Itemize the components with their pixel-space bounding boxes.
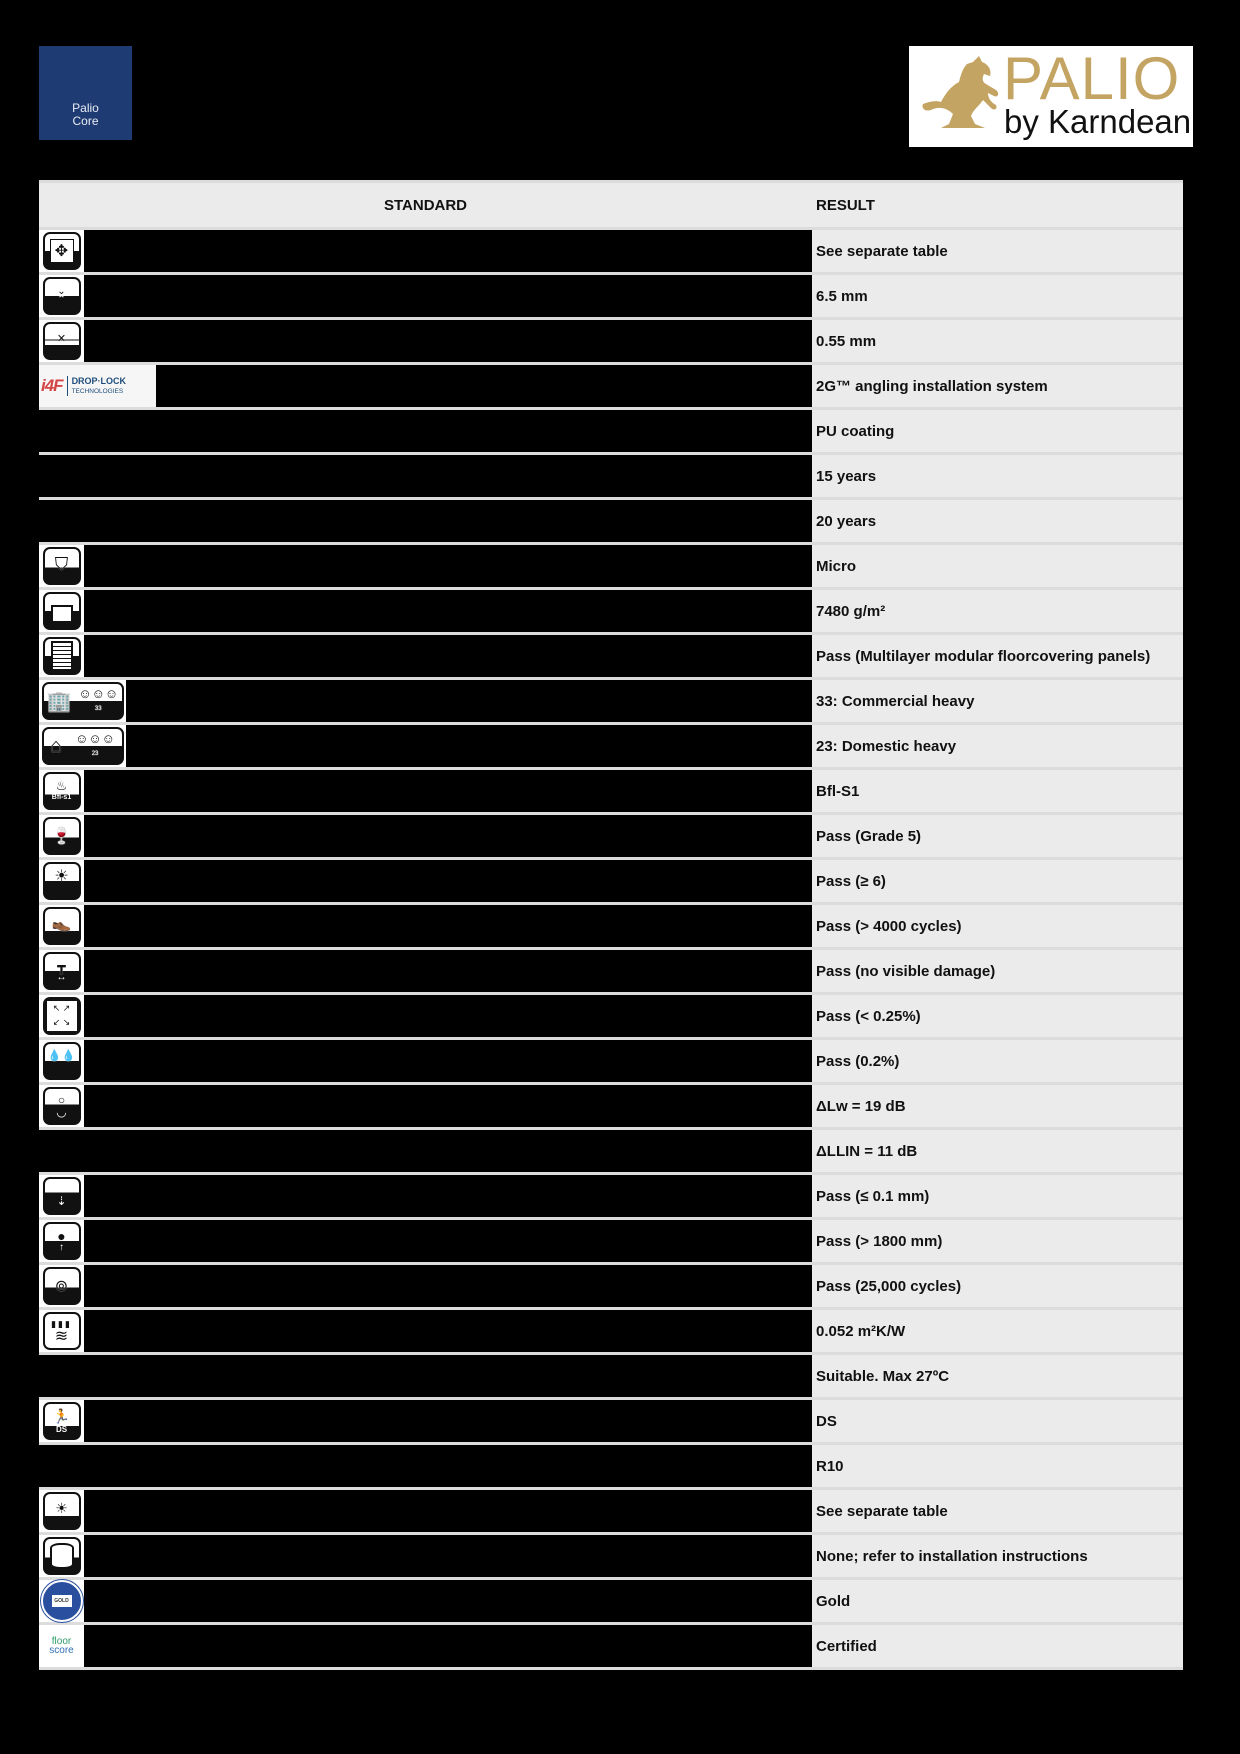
result-cell: Bfl-S1	[812, 770, 1183, 815]
result-cell: Pass (> 4000 cycles)	[812, 905, 1183, 950]
table-row	[39, 1625, 1183, 1670]
reflectance-icon: ☀	[43, 1492, 81, 1530]
table-row	[39, 1220, 1183, 1265]
palio-core-logo	[39, 46, 132, 140]
result-cell: 23: Domestic heavy	[812, 725, 1183, 770]
table-row	[39, 590, 1183, 635]
standard-cell	[39, 1580, 812, 1625]
table-row	[39, 1130, 1183, 1175]
result-cell: Pass (25,000 cycles)	[812, 1265, 1183, 1310]
column-header-result: RESULT	[812, 180, 1183, 230]
i4f-drop-lock-logo: i4F DROP·LOCK TECHNOLOGIES	[39, 365, 156, 407]
result-cell: 15 years	[812, 455, 1183, 500]
core-logo-line1: Palio	[72, 101, 99, 115]
result-cell: 20 years	[812, 500, 1183, 545]
table-row	[39, 860, 1183, 905]
adhesive-icon	[43, 1537, 81, 1575]
table-row	[39, 725, 1183, 770]
table-row	[39, 1085, 1183, 1130]
overall-thickness-icon: ⌄ ⌃	[43, 277, 81, 315]
standard-cell	[39, 320, 812, 365]
result-cell: DS	[812, 1400, 1183, 1445]
table-row	[39, 770, 1183, 815]
standard-cell	[39, 545, 812, 590]
standard-cell	[39, 1445, 812, 1490]
result-cell: PU coating	[812, 410, 1183, 455]
standard-cell	[39, 815, 812, 860]
table-header-row	[39, 180, 1183, 230]
result-cell: See separate table	[812, 230, 1183, 275]
table-row	[39, 815, 1183, 860]
result-cell: Pass (Multilayer modular floorcovering panels)	[812, 635, 1183, 680]
table-row	[39, 1310, 1183, 1355]
palio-karndean-logo	[909, 46, 1193, 147]
result-cell: 2G™ angling installation system	[812, 365, 1183, 410]
standard-cell	[39, 275, 812, 320]
result-cell: Pass (0.2%)	[812, 1040, 1183, 1085]
result-cell: Gold	[812, 1580, 1183, 1625]
result-cell: Suitable. Max 27ºC	[812, 1355, 1183, 1400]
table-row	[39, 365, 1183, 410]
brand-subtitle: by Karndean	[1004, 103, 1192, 140]
core-logo-line2: Core	[72, 114, 99, 128]
standard-cell	[39, 905, 812, 950]
result-cell: 0.052 m²K/W	[812, 1310, 1183, 1355]
brand-title: PALIO	[1003, 45, 1181, 112]
dimensional-stability-icon: ↖ ↗ ↙ ↘	[43, 997, 81, 1035]
result-cell: Certified	[812, 1625, 1183, 1670]
domestic-use-class-icon: ⌂ ☺☺☺ 23	[42, 727, 124, 765]
standard-cell	[39, 1490, 812, 1535]
standard-cell	[39, 860, 812, 905]
table-row	[39, 320, 1183, 365]
standard-cell	[39, 725, 812, 770]
result-cell: Pass (> 1800 mm)	[812, 1220, 1183, 1265]
bevel-edge-icon: ⛉	[43, 547, 81, 585]
abrasion-icon: 👞	[43, 907, 81, 945]
impact-sound-icon: ○ ◡	[43, 1087, 81, 1125]
table-row	[39, 1265, 1183, 1310]
rearing-horse-icon	[915, 54, 1007, 142]
floorscore-logo: floor score	[49, 1636, 74, 1656]
table-row	[39, 500, 1183, 545]
standard-cell	[39, 500, 812, 545]
fire-rating-icon: ♨ Bfl-s1	[43, 772, 81, 810]
result-cell: ΔLw = 19 dB	[812, 1085, 1183, 1130]
result-cell: 0.55 mm	[812, 320, 1183, 365]
table-row	[39, 1535, 1183, 1580]
standard-cell	[39, 1310, 812, 1355]
table-row	[39, 1580, 1183, 1625]
result-cell: 7480 g/m²	[812, 590, 1183, 635]
stain-resistance-icon: 🍷	[43, 817, 81, 855]
result-cell: Pass (< 0.25%)	[812, 995, 1183, 1040]
standard-cell	[39, 995, 812, 1040]
standard-cell	[39, 1625, 812, 1670]
furniture-leg-icon: ┳ ↔	[43, 952, 81, 990]
table-row	[39, 230, 1183, 275]
table-row	[39, 410, 1183, 455]
result-cell: Pass (≤ 0.1 mm)	[812, 1175, 1183, 1220]
column-header-standard: STANDARD	[39, 180, 812, 230]
underfloor-heating-icon: ▮▮▮ ≋	[43, 1312, 81, 1350]
standard-cell	[39, 1175, 812, 1220]
standard-cell	[39, 1535, 812, 1580]
slip-resistance-icon: 🏃 DS	[43, 1402, 81, 1440]
clipboard-spec-icon	[43, 637, 81, 675]
commercial-use-class-icon: 🏢 ☺☺☺ 33	[42, 682, 124, 720]
table-row	[39, 275, 1183, 320]
standard-cell	[39, 1355, 812, 1400]
table-row	[39, 1490, 1183, 1535]
standard-cell	[39, 1130, 812, 1175]
standard-cell	[39, 1085, 812, 1130]
dimensions-icon: ✥	[43, 232, 81, 270]
standard-cell	[39, 1220, 812, 1265]
castor-chair-icon: ⊚	[43, 1267, 81, 1305]
standard-cell	[39, 1265, 812, 1310]
table-row	[39, 545, 1183, 590]
result-cell: Pass (≥ 6)	[812, 860, 1183, 905]
ball-drop-icon: ● ↑	[43, 1222, 81, 1260]
light-fastness-icon: ☀	[43, 862, 81, 900]
indoor-air-comfort-gold-logo: GOLD	[41, 1580, 83, 1622]
wear-layer-thickness-icon: ✕	[43, 322, 81, 360]
result-cell: ΔLLIN = 11 dB	[812, 1130, 1183, 1175]
table-row	[39, 995, 1183, 1040]
residual-indentation-icon: ⇣	[43, 1177, 81, 1215]
standard-cell	[39, 455, 812, 500]
result-cell: 33: Commercial heavy	[812, 680, 1183, 725]
curling-moisture-icon: 💧💧	[43, 1042, 81, 1080]
specification-table	[39, 180, 1183, 1670]
table-row	[39, 635, 1183, 680]
result-cell: Pass (Grade 5)	[812, 815, 1183, 860]
standard-cell	[39, 950, 812, 995]
table-row	[39, 1445, 1183, 1490]
table-row	[39, 1400, 1183, 1445]
weight-icon	[43, 592, 81, 630]
result-cell: None; refer to installation instructions	[812, 1535, 1183, 1580]
standard-cell	[39, 230, 812, 275]
table-row	[39, 1175, 1183, 1220]
result-cell: Pass (no visible damage)	[812, 950, 1183, 995]
result-cell: R10	[812, 1445, 1183, 1490]
standard-cell	[39, 1040, 812, 1085]
result-cell: 6.5 mm	[812, 275, 1183, 320]
result-cell: Micro	[812, 545, 1183, 590]
table-row	[39, 1040, 1183, 1085]
standard-cell	[39, 410, 812, 455]
standard-cell	[39, 365, 812, 410]
standard-cell	[39, 1400, 812, 1445]
standard-cell	[39, 635, 812, 680]
standard-cell	[39, 770, 812, 815]
table-row	[39, 455, 1183, 500]
result-cell: See separate table	[812, 1490, 1183, 1535]
table-row	[39, 680, 1183, 725]
table-row	[39, 950, 1183, 995]
standard-cell	[39, 590, 812, 635]
table-row	[39, 905, 1183, 950]
table-row	[39, 1355, 1183, 1400]
standard-cell	[39, 680, 812, 725]
